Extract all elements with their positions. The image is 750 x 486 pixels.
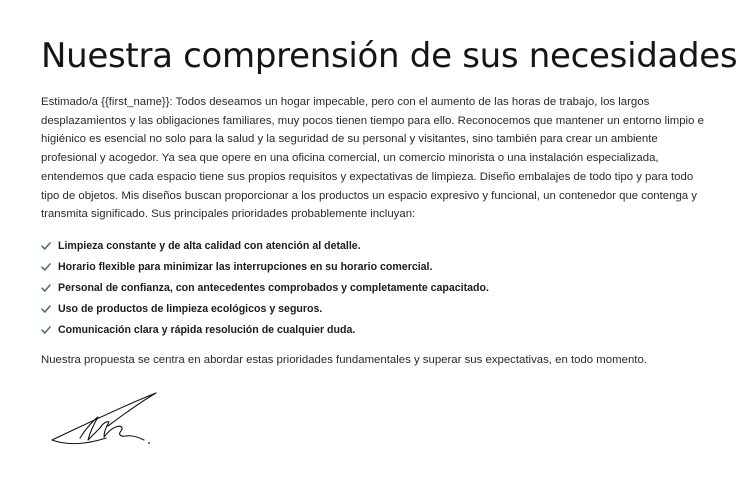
priority-text: Uso de productos de limpieza ecológicos y seguros. — [58, 303, 323, 316]
priority-text: Horario flexible para minimizar las interrupciones en su horario comercial. — [58, 260, 433, 273]
list-item — [41, 277, 489, 298]
list-item — [41, 235, 489, 256]
check-icon — [41, 325, 51, 335]
handwritten-signature — [48, 390, 158, 450]
page-title: Nuestra comprensión de sus necesidades — [41, 36, 738, 76]
intro-paragraph: Estimado/a {{first_name}}: Todos deseamos un hogar impecable, pero con el aumento de las horas de trabajo, los largos desplazamientos y las obligaciones familiares, muy pocos tienen tiempo para ello. Reconocemos que mantener un entorno limpio e higiénico es esencial no solo para la salud y la seguridad de su personal y visitantes, sino también para crear un ambiente profesional y acogedor. Ya sea que opere en una oficina comercial, un comercio minorista o una instalación especializada, entendemos que cada espacio tiene sus propios requisitos y expectativas de limpieza. Diseño embalajes de todo tipo y para todo tipo de objetos. Mis diseños buscan proporcionar a los productos un espacio expresivo y funcional, un contenedor que contenga y transmita significado. Sus principales prioridades probablemente incluyan: — [41, 96, 704, 221]
list-item — [41, 256, 489, 277]
check-icon — [41, 241, 51, 251]
list-item — [41, 320, 489, 341]
closing-paragraph: Nuestra propuesta se centra en abordar estas prioridades fundamentales y superar sus expectativas, en todo momento. — [41, 354, 647, 366]
priority-text: Personal de confianza, con antecedentes comprobados y completamente capacitado. — [58, 281, 489, 294]
priorities-list — [41, 235, 489, 341]
list-item — [41, 299, 489, 320]
priority-text: Limpieza constante y de alta calidad con atención al detalle. — [58, 239, 361, 252]
check-icon — [41, 283, 51, 293]
check-icon — [41, 304, 51, 314]
check-icon — [41, 262, 51, 272]
priority-text: Comunicación clara y rápida resolución de cualquier duda. — [58, 324, 356, 337]
